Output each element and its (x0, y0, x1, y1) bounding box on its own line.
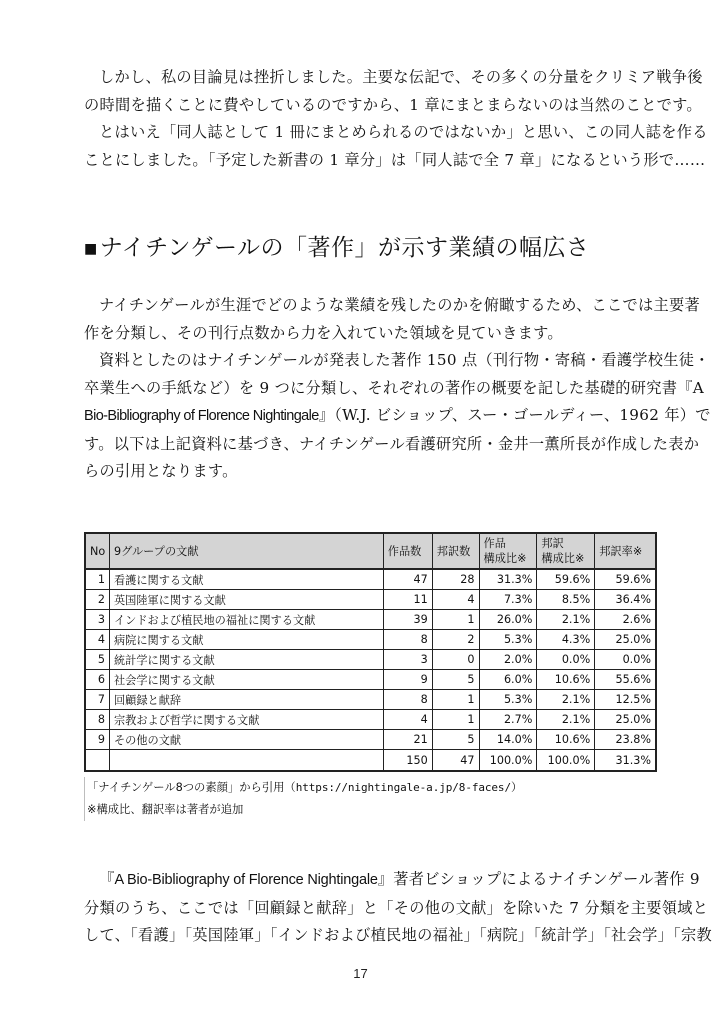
body1-line: 作を分類し、その刊行点数から力を入れていた領域を見ていきます。 (84, 323, 563, 342)
body2-line1-rest: 』著者ビショップによるナイチンゲール著作 9 (377, 870, 700, 888)
intro-paragraph (84, 64, 708, 174)
table-notes (84, 777, 522, 821)
cell-works-ratio: 6.0% (479, 670, 537, 690)
page-number: 17 (353, 966, 368, 981)
cell-works: 3 (383, 650, 432, 670)
cell-works: 47 (383, 569, 432, 590)
cell-works-ratio: 31.3% (479, 569, 537, 590)
source-citation-prefix: 「ナイチンゲール8つの素顔」から引用（ (87, 781, 296, 794)
cell-translated: 1 (432, 710, 479, 730)
cell-no: 9 (85, 730, 109, 750)
cell-translated-total: 47 (432, 750, 479, 772)
cell-name: 社会学に関する文献 (109, 670, 383, 690)
cell-works-ratio: 26.0% (479, 610, 537, 630)
cell-trans-rate: 25.0% (595, 710, 656, 730)
cell-no: 7 (85, 690, 109, 710)
body1-line: 資料としたのはナイチンゲールが発表した著作 150 点（刊行物・寄稿・看護学校生徒・ (99, 351, 710, 369)
intro-line: しかし、私の目論見は挫折しました。主要な伝記で、その多くの分量をクリミア戦争後 (99, 68, 703, 86)
section-heading (84, 232, 590, 265)
cell-works-ratio: 2.7% (479, 710, 537, 730)
cell-translated: 5 (432, 670, 479, 690)
header-works-ratio-l1: 作品 (483, 537, 506, 550)
cell-trans-rate: 0.0% (595, 650, 656, 670)
table-row (85, 630, 656, 650)
header-no: No (85, 533, 109, 569)
cell-trans-ratio: 4.3% (537, 630, 595, 650)
cell-no: 5 (85, 650, 109, 670)
cell-trans-ratio: 0.0% (537, 650, 595, 670)
cell-works-ratio: 5.3% (479, 630, 537, 650)
header-works-ratio (479, 533, 537, 569)
header-trans-ratio-l1: 邦訳 (541, 537, 564, 550)
header-works-ratio-l2: 構成比※ (483, 552, 527, 565)
header-works-count: 作品数 (383, 533, 432, 569)
cell-works-total: 150 (383, 750, 432, 772)
cell-name: 統計学に関する文献 (109, 650, 383, 670)
cell-trans-rate: 12.5% (595, 690, 656, 710)
cell-name: 英国陸軍に関する文献 (109, 590, 383, 610)
cell-no: 4 (85, 630, 109, 650)
source-citation-suffix: ） (510, 781, 523, 794)
body2-bracket-open: 『 (99, 870, 115, 888)
cell-works: 8 (383, 630, 432, 650)
cell-translated: 5 (432, 730, 479, 750)
body1-line: 卒業生への手紙など）を 9 つに分類し、それぞれの著作の概要を記した基礎的研究書『A (84, 378, 705, 397)
cell-no (85, 750, 109, 772)
header-trans-ratio-l2: 構成比※ (541, 552, 585, 565)
cell-translated: 1 (432, 690, 479, 710)
cell-trans-rate: 2.6% (595, 610, 656, 630)
header-translated-count: 邦訳数 (432, 533, 479, 569)
intro-line: の時間を描くことに費やしているのですから、1 章にまとまらないのは当然のことです。 (84, 95, 702, 114)
table-row (85, 650, 656, 670)
cell-works: 8 (383, 690, 432, 710)
cell-name: 看護に関する文献 (109, 569, 383, 590)
body1-line (84, 402, 711, 431)
cell-trans-rate: 55.6% (595, 670, 656, 690)
cell-name: 宗教および哲学に関する文献 (109, 710, 383, 730)
body1-line: す。以下は上記資料に基づき、ナイチンゲール看護研究所・金井一薫所長が作成した表か (84, 434, 700, 453)
table-total-row (85, 750, 656, 772)
cell-trans-ratio: 2.1% (537, 690, 595, 710)
cell-trans-ratio: 2.1% (537, 710, 595, 730)
cell-trans-rate: 25.0% (595, 630, 656, 650)
cell-trans-ratio: 8.5% (537, 590, 595, 610)
cell-no: 1 (85, 569, 109, 590)
cell-translated: 0 (432, 650, 479, 670)
cell-name: 回顧録と献辞 (109, 690, 383, 710)
works-table-container (84, 532, 657, 772)
cell-translated: 4 (432, 590, 479, 610)
table-header-row (85, 533, 656, 569)
cell-trans-ratio: 59.6% (537, 569, 595, 590)
table-row (85, 670, 656, 690)
cell-trans-ratio-total: 100.0% (537, 750, 595, 772)
cell-trans-ratio: 2.1% (537, 610, 595, 630)
cell-translated: 1 (432, 610, 479, 630)
cell-name: 病院に関する文献 (109, 630, 383, 650)
body-paragraph-2 (84, 866, 712, 950)
cell-no: 2 (85, 590, 109, 610)
header-translated-ratio (537, 533, 595, 569)
cell-no: 8 (85, 710, 109, 730)
source-url: https://nightingale-a.jp/8-faces/ (295, 781, 511, 794)
cell-trans-rate: 59.6% (595, 569, 656, 590)
cell-works: 39 (383, 610, 432, 630)
body1-line: ナイチンゲールが生涯でどのような業績を残したのかを俯瞰するため、ここでは主要著 (99, 296, 700, 314)
works-table (84, 532, 657, 772)
table-row (85, 610, 656, 630)
cell-works-ratio: 14.0% (479, 730, 537, 750)
cell-works-ratio: 5.3% (479, 690, 537, 710)
body1-line-rest: 』（W.J. ビショップ、スー・ゴールディー、1962 年）で (318, 406, 711, 424)
book-title-latin: A Bio-Bibliography of Florence Nightingale (114, 872, 378, 888)
cell-name: インドおよび植民地の福祉に関する文献 (109, 610, 383, 630)
body-paragraph-1 (84, 292, 711, 486)
cell-translated: 28 (432, 569, 479, 590)
book-title-latin: Bio-Bibliography of Florence Nightingale (84, 408, 319, 424)
cell-works: 4 (383, 710, 432, 730)
section-heading-text: ナイチンゲールの「著作」が示す業績の幅広さ (99, 235, 590, 261)
header-translation-rate: 邦訳率※ (595, 533, 656, 569)
table-row (85, 710, 656, 730)
footnote: ※構成比、翻訳率は著者が追加 (87, 803, 244, 816)
intro-line: とはいえ「同人誌として 1 冊にまとめられるのではないか」と思い、この同人誌を作る (99, 123, 708, 141)
cell-works: 9 (383, 670, 432, 690)
header-group-name: 9グループの文献 (109, 533, 383, 569)
cell-name: その他の文献 (109, 730, 383, 750)
cell-works: 21 (383, 730, 432, 750)
table-row (85, 590, 656, 610)
body1-line: らの引用となります。 (84, 462, 238, 480)
body2-line: して、「看護」「英国陸軍」「インドおよび植民地の福祉」「病院」「統計学」「社会学」「宗教 (84, 926, 712, 944)
cell-works: 11 (383, 590, 432, 610)
cell-works-ratio-total: 100.0% (479, 750, 537, 772)
table-row (85, 690, 656, 710)
cell-trans-rate: 36.4% (595, 590, 656, 610)
cell-trans-rate: 23.8% (595, 730, 656, 750)
table-row (85, 730, 656, 750)
table-row (85, 569, 656, 590)
source-citation (87, 777, 522, 799)
cell-trans-rate-total: 31.3% (595, 750, 656, 772)
cell-name (109, 750, 383, 772)
cell-no: 3 (85, 610, 109, 630)
square-bullet-icon: ■ (84, 241, 98, 257)
intro-line: ことにしました。「予定した新書の 1 章分」は「同人誌で全 7 章」になるという形で…… (84, 150, 706, 169)
cell-works-ratio: 7.3% (479, 590, 537, 610)
cell-no: 6 (85, 670, 109, 690)
body2-line (84, 866, 700, 895)
cell-trans-ratio: 10.6% (537, 670, 595, 690)
cell-works-ratio: 2.0% (479, 650, 537, 670)
cell-translated: 2 (432, 630, 479, 650)
body2-line: 分類のうち、ここでは「回顧録と献辞」と「その他の文献」を除いた 7 分類を主要領域と (84, 898, 709, 917)
cell-trans-ratio: 10.6% (537, 730, 595, 750)
